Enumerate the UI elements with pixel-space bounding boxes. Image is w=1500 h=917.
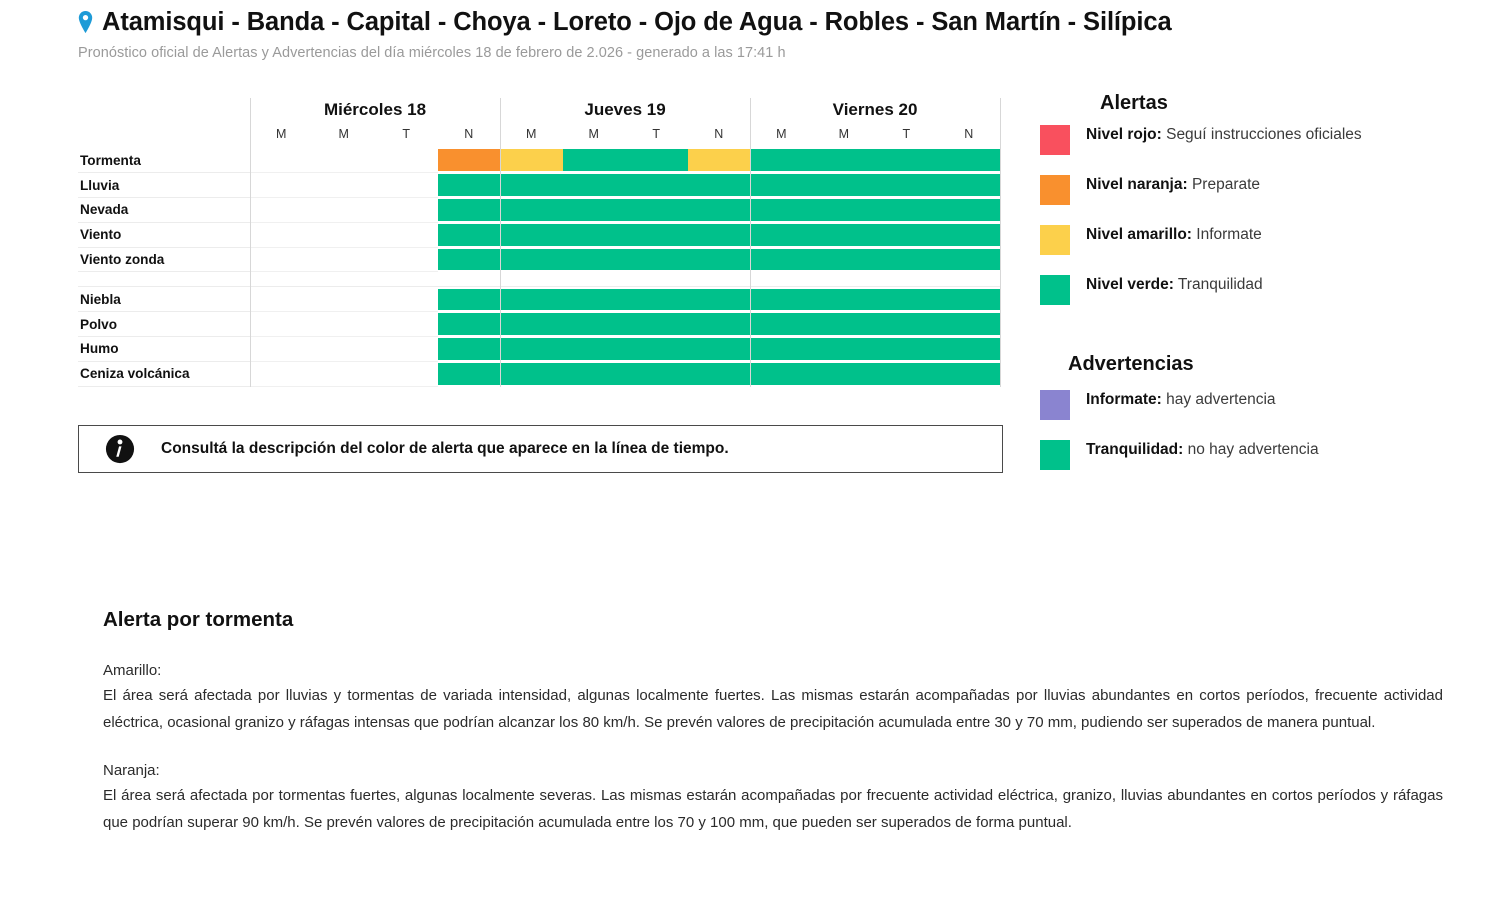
legend-swatch-naranja bbox=[1040, 175, 1070, 205]
row-label: Humo bbox=[78, 337, 250, 362]
alert-level-verde bbox=[813, 149, 876, 171]
alert-level-verde bbox=[688, 199, 751, 221]
alert-level-amarillo bbox=[500, 149, 563, 171]
timeline-cell[interactable] bbox=[938, 222, 1001, 247]
alert-level-verde bbox=[750, 363, 813, 385]
alert-level-verde bbox=[563, 338, 626, 360]
alert-level-verde bbox=[438, 338, 501, 360]
legend-panel bbox=[1040, 92, 1440, 490]
alert-level-verde bbox=[625, 149, 688, 171]
slot-header-2-4: N bbox=[714, 126, 724, 141]
timeline-cell[interactable] bbox=[625, 247, 688, 272]
alert-level-verde bbox=[688, 289, 751, 311]
timeline-cell[interactable] bbox=[438, 198, 501, 223]
legend-label-bold: Tranquilidad: bbox=[1086, 441, 1184, 458]
legend-advertencias-list bbox=[1040, 390, 1440, 470]
alert-level-verde bbox=[500, 249, 563, 271]
alert-level-verde bbox=[813, 249, 876, 271]
timeline-cell[interactable] bbox=[688, 198, 751, 223]
alert-level-verde bbox=[875, 199, 938, 221]
timeline-cell[interactable] bbox=[813, 198, 876, 223]
slot-header-3-3: T bbox=[902, 126, 911, 141]
timeline-cell[interactable] bbox=[438, 361, 501, 386]
timeline-body bbox=[78, 148, 1000, 386]
description-blocks bbox=[103, 662, 1443, 836]
timeline-cell[interactable] bbox=[375, 198, 438, 223]
alert-level-verde bbox=[438, 174, 501, 196]
description-title: Alerta por tormenta bbox=[103, 608, 294, 631]
alert-level-verde bbox=[500, 199, 563, 221]
slot-header-3-2: M bbox=[838, 126, 849, 141]
alert-level-verde bbox=[750, 149, 813, 171]
timeline-cell[interactable] bbox=[563, 148, 626, 173]
timeline-cell[interactable] bbox=[375, 361, 438, 386]
timeline-cell[interactable] bbox=[750, 287, 813, 312]
legend-swatch-violeta bbox=[1040, 390, 1070, 420]
alert-level-verde bbox=[438, 313, 501, 335]
timeline-cell[interactable] bbox=[938, 173, 1001, 198]
legend-label-bold: Nivel rojo: bbox=[1086, 126, 1162, 143]
timeline-cell[interactable] bbox=[875, 222, 938, 247]
description-section bbox=[103, 608, 1443, 861]
alert-level-verde bbox=[625, 249, 688, 271]
timeline-cell[interactable] bbox=[313, 312, 376, 337]
alert-level-verde bbox=[813, 313, 876, 335]
timeline-cell[interactable] bbox=[688, 272, 751, 287]
info-banner-text: Consultá la descripción del color de alerta que aparece en la línea de tiempo. bbox=[161, 440, 729, 457]
timeline-cell[interactable] bbox=[625, 148, 688, 173]
timeline-cell[interactable] bbox=[625, 173, 688, 198]
legend-advertencias-title: Advertencias bbox=[1068, 353, 1194, 375]
timeline-cell[interactable] bbox=[375, 148, 438, 173]
alert-level-verde bbox=[625, 313, 688, 335]
timeline-cell[interactable] bbox=[813, 312, 876, 337]
timeline-row bbox=[78, 287, 1000, 312]
timeline-cell[interactable] bbox=[688, 312, 751, 337]
timeline-row bbox=[78, 222, 1000, 247]
alert-level-verde bbox=[688, 363, 751, 385]
timeline-cell[interactable] bbox=[688, 361, 751, 386]
timeline-row bbox=[78, 198, 1000, 223]
timeline-cell[interactable] bbox=[438, 247, 501, 272]
timeline-cell[interactable] bbox=[500, 247, 563, 272]
timeline-cell[interactable] bbox=[625, 287, 688, 312]
timeline-cell[interactable] bbox=[250, 312, 313, 337]
alert-level-verde bbox=[500, 289, 563, 311]
legend-label-bold: Nivel amarillo: bbox=[1086, 226, 1192, 243]
timeline-spacer-row bbox=[78, 272, 1000, 287]
alert-level-verde bbox=[438, 289, 501, 311]
description-body: El área será afectada por tormentas fuertes, algunas localmente severas. Las mismas estarán acompañadas por frecuente actividad eléctrica, granizo, lluvias abundantes en cortos períodos y ráfagas que podrían superar 90 km/h. Se prevén valores de precipitación acumulada entre los 70 y 100 mm, que pueden ser superados de forma puntual. bbox=[103, 786, 1443, 831]
day-header-3: Viernes 20 bbox=[832, 100, 918, 119]
day-divider-2 bbox=[750, 98, 751, 387]
timeline-corner bbox=[78, 98, 250, 126]
timeline-cell[interactable] bbox=[625, 272, 688, 287]
timeline-cell[interactable] bbox=[563, 173, 626, 198]
alert-level-verde bbox=[938, 149, 1001, 171]
info-banner bbox=[78, 425, 1003, 473]
alert-level-verde bbox=[813, 174, 876, 196]
legend-swatch-verde bbox=[1040, 440, 1070, 470]
legend-item bbox=[1040, 390, 1440, 420]
timeline-day-header-row bbox=[78, 98, 1000, 126]
timeline-cell[interactable] bbox=[813, 247, 876, 272]
timeline-cell[interactable] bbox=[313, 361, 376, 386]
timeline-cell[interactable] bbox=[500, 337, 563, 362]
timeline-row bbox=[78, 312, 1000, 337]
timeline-cell[interactable] bbox=[688, 173, 751, 198]
timeline-cell[interactable] bbox=[563, 198, 626, 223]
alert-level-verde bbox=[875, 338, 938, 360]
timeline-cell[interactable] bbox=[313, 148, 376, 173]
alert-level-verde bbox=[813, 363, 876, 385]
alert-level-verde bbox=[438, 199, 501, 221]
row-label: Ceniza volcánica bbox=[78, 361, 250, 386]
timeline-cell[interactable] bbox=[250, 337, 313, 362]
alert-level-verde bbox=[875, 249, 938, 271]
row-label: Viento bbox=[78, 222, 250, 247]
alert-level-verde bbox=[938, 313, 1001, 335]
timeline-cell[interactable] bbox=[938, 361, 1001, 386]
timeline-cell[interactable] bbox=[938, 198, 1001, 223]
row-label: Niebla bbox=[78, 287, 250, 312]
slot-header-1-3: T bbox=[402, 126, 411, 141]
alert-level-verde bbox=[938, 174, 1001, 196]
timeline-cell[interactable] bbox=[875, 312, 938, 337]
timeline-row bbox=[78, 173, 1000, 198]
alert-level-verde bbox=[750, 313, 813, 335]
timeline-cell[interactable] bbox=[938, 287, 1001, 312]
alert-level-verde bbox=[688, 174, 751, 196]
timeline-cell[interactable] bbox=[500, 173, 563, 198]
page-header bbox=[78, 8, 1418, 61]
legend-swatch-verde bbox=[1040, 275, 1070, 305]
location-pin-icon bbox=[78, 11, 93, 33]
timeline-cell[interactable] bbox=[313, 272, 376, 287]
timeline-cell[interactable] bbox=[500, 148, 563, 173]
slot-header-3-4: N bbox=[964, 126, 974, 141]
alert-level-verde bbox=[688, 224, 751, 246]
alert-level-verde bbox=[563, 363, 626, 385]
legend-item bbox=[1040, 275, 1440, 305]
legend-label bbox=[1086, 225, 1262, 245]
timeline-cell[interactable] bbox=[688, 287, 751, 312]
alert-level-verde bbox=[563, 149, 626, 171]
timeline-cell[interactable] bbox=[813, 287, 876, 312]
row-label: Lluvia bbox=[78, 173, 250, 198]
alert-level-verde bbox=[438, 224, 501, 246]
timeline-cell[interactable] bbox=[250, 222, 313, 247]
legend-item bbox=[1040, 440, 1440, 470]
timeline-row bbox=[78, 148, 1000, 173]
timeline-cell[interactable] bbox=[375, 173, 438, 198]
timeline-row bbox=[78, 247, 1000, 272]
legend-item bbox=[1040, 225, 1440, 255]
alert-level-verde bbox=[500, 363, 563, 385]
slot-header-1-2: M bbox=[338, 126, 349, 141]
legend-label bbox=[1086, 440, 1319, 460]
timeline-cell[interactable] bbox=[250, 272, 313, 287]
legend-item bbox=[1040, 125, 1440, 155]
legend-label bbox=[1086, 275, 1263, 295]
timeline-cell[interactable] bbox=[250, 173, 313, 198]
alert-level-verde bbox=[938, 289, 1001, 311]
timeline-corner-2 bbox=[78, 126, 250, 148]
legend-spacer bbox=[1040, 325, 1440, 353]
legend-swatch-amarillo bbox=[1040, 225, 1070, 255]
description-level: Naranja: bbox=[103, 761, 160, 779]
timeline-cell[interactable] bbox=[938, 148, 1001, 173]
timeline-cell[interactable] bbox=[938, 272, 1001, 287]
legend-label-rest: Tranquilidad bbox=[1173, 276, 1263, 293]
alert-level-verde bbox=[750, 338, 813, 360]
timeline-cell[interactable] bbox=[688, 148, 751, 173]
timeline-cell[interactable] bbox=[563, 287, 626, 312]
alert-level-verde bbox=[563, 199, 626, 221]
alert-level-verde bbox=[563, 174, 626, 196]
slot-header-3-1: M bbox=[776, 126, 787, 141]
timeline-cell[interactable] bbox=[313, 337, 376, 362]
legend-label-rest: Informate bbox=[1191, 226, 1262, 243]
timeline-cell[interactable] bbox=[750, 173, 813, 198]
timeline-cell[interactable] bbox=[375, 272, 438, 287]
alert-level-verde bbox=[750, 174, 813, 196]
alert-level-verde bbox=[625, 174, 688, 196]
timeline-cell[interactable] bbox=[625, 312, 688, 337]
alert-level-verde bbox=[625, 338, 688, 360]
timeline-cell[interactable] bbox=[250, 361, 313, 386]
timeline-cell[interactable] bbox=[875, 148, 938, 173]
alert-level-verde bbox=[750, 224, 813, 246]
timeline-cell[interactable] bbox=[500, 272, 563, 287]
timeline-cell[interactable] bbox=[500, 312, 563, 337]
legend-item bbox=[1040, 175, 1440, 205]
timeline-cell[interactable] bbox=[813, 173, 876, 198]
alert-level-amarillo bbox=[688, 149, 751, 171]
alert-level-verde bbox=[938, 224, 1001, 246]
alert-level-verde bbox=[813, 289, 876, 311]
timeline-cell[interactable] bbox=[375, 222, 438, 247]
timeline-cell[interactable] bbox=[438, 287, 501, 312]
alert-level-verde bbox=[500, 224, 563, 246]
timeline-cell[interactable] bbox=[688, 222, 751, 247]
legend-label bbox=[1086, 125, 1362, 145]
timeline-table bbox=[78, 98, 1000, 387]
legend-label-bold: Informate: bbox=[1086, 391, 1162, 408]
legend-alertas-list bbox=[1040, 125, 1440, 305]
alert-level-verde bbox=[688, 338, 751, 360]
alert-level-verde bbox=[875, 224, 938, 246]
timeline-cell[interactable] bbox=[313, 198, 376, 223]
timeline-cell[interactable] bbox=[938, 247, 1001, 272]
alert-level-verde bbox=[938, 363, 1001, 385]
legend-label-rest: hay advertencia bbox=[1161, 391, 1276, 408]
legend-label-rest: Preparate bbox=[1187, 176, 1261, 193]
timeline-cell[interactable] bbox=[375, 247, 438, 272]
timeline-cell[interactable] bbox=[313, 287, 376, 312]
alert-level-verde bbox=[875, 363, 938, 385]
timeline-cell[interactable] bbox=[250, 148, 313, 173]
alert-level-verde bbox=[938, 338, 1001, 360]
alert-level-verde bbox=[563, 224, 626, 246]
timeline-cell[interactable] bbox=[438, 312, 501, 337]
row-label: Tormenta bbox=[78, 148, 250, 173]
timeline-cell[interactable] bbox=[938, 312, 1001, 337]
timeline-cell[interactable] bbox=[250, 198, 313, 223]
row-label: Polvo bbox=[78, 312, 250, 337]
legend-alertas-title: Alertas bbox=[1100, 92, 1168, 114]
timeline-cell[interactable] bbox=[875, 198, 938, 223]
timeline-cell[interactable] bbox=[438, 337, 501, 362]
legend-label-bold: Nivel naranja: bbox=[1086, 176, 1188, 193]
day-divider-3 bbox=[1000, 98, 1001, 387]
timeline-cell[interactable] bbox=[313, 247, 376, 272]
timeline-cell[interactable] bbox=[875, 287, 938, 312]
alert-level-verde bbox=[813, 224, 876, 246]
timeline-cell[interactable] bbox=[375, 312, 438, 337]
timeline-cell[interactable] bbox=[750, 198, 813, 223]
timeline-header bbox=[78, 98, 1000, 148]
alert-level-verde bbox=[875, 149, 938, 171]
alert-level-verde bbox=[875, 174, 938, 196]
alert-level-naranja bbox=[438, 149, 501, 171]
alert-level-verde bbox=[750, 199, 813, 221]
title-row bbox=[78, 8, 1418, 36]
timeline-cell[interactable] bbox=[563, 312, 626, 337]
slot-header-2-2: M bbox=[588, 126, 599, 141]
timeline-cell[interactable] bbox=[438, 222, 501, 247]
timeline-cell[interactable] bbox=[500, 361, 563, 386]
alert-level-verde bbox=[938, 199, 1001, 221]
timeline-cell[interactable] bbox=[813, 148, 876, 173]
alert-level-verde bbox=[563, 289, 626, 311]
alert-level-verde bbox=[750, 289, 813, 311]
timeline-cell[interactable] bbox=[563, 361, 626, 386]
timeline-cell[interactable] bbox=[625, 222, 688, 247]
page-subtitle: Pronóstico oficial de Alertas y Advertencias del día miércoles 18 de febrero de 2.026 - generado a las 17:41 h bbox=[78, 45, 786, 62]
timeline-cell[interactable] bbox=[688, 337, 751, 362]
legend-label bbox=[1086, 390, 1276, 410]
alert-level-verde bbox=[813, 199, 876, 221]
label-divider bbox=[250, 98, 251, 387]
timeline-cell[interactable] bbox=[375, 287, 438, 312]
timeline-cell[interactable] bbox=[313, 173, 376, 198]
alert-level-verde bbox=[438, 249, 501, 271]
timeline-cell[interactable] bbox=[250, 287, 313, 312]
timeline-cell[interactable] bbox=[750, 337, 813, 362]
page-title: Atamisqui - Banda - Capital - Choya - Loreto - Ojo de Agua - Robles - San Martín - Silípica bbox=[102, 8, 1172, 36]
timeline-cell[interactable] bbox=[563, 337, 626, 362]
timeline-cell[interactable] bbox=[813, 361, 876, 386]
timeline-cell[interactable] bbox=[563, 272, 626, 287]
alert-level-verde bbox=[625, 363, 688, 385]
timeline-cell[interactable] bbox=[750, 247, 813, 272]
slot-header-1-4: N bbox=[464, 126, 474, 141]
legend-label bbox=[1086, 175, 1260, 195]
timeline-cell[interactable] bbox=[813, 337, 876, 362]
description-level: Amarillo: bbox=[103, 662, 162, 679]
timeline-cell[interactable] bbox=[625, 337, 688, 362]
alert-timeline bbox=[78, 98, 1000, 387]
timeline-spacer-label bbox=[78, 272, 250, 287]
timeline-cell[interactable] bbox=[250, 247, 313, 272]
alert-level-verde bbox=[875, 313, 938, 335]
alert-level-verde bbox=[938, 249, 1001, 271]
row-label: Viento zonda bbox=[78, 247, 250, 272]
timeline-cell[interactable] bbox=[875, 173, 938, 198]
alert-level-verde bbox=[500, 174, 563, 196]
timeline-cell[interactable] bbox=[500, 222, 563, 247]
legend-label-bold: Nivel verde: bbox=[1086, 276, 1174, 293]
alert-level-verde bbox=[688, 313, 751, 335]
alert-level-verde bbox=[625, 289, 688, 311]
timeline-cell[interactable] bbox=[750, 361, 813, 386]
description-body: El área será afectada por lluvias y tormentas de variada intensidad, algunas localmente fuertes. Las mismas estarán acompañadas por lluvias abundantes en cortos períodos, frecuente actividad eléctrica, ocasional granizo y ráfagas intensas que podrían alcanzar los 80 km/h. Se prevén valores de precipitación acumulada entre 30 y 70 mm, pudiendo ser superados de manera puntual. bbox=[103, 687, 1443, 732]
day-header-2: Jueves 19 bbox=[584, 100, 666, 119]
timeline-cell[interactable] bbox=[813, 272, 876, 287]
timeline-cell[interactable] bbox=[750, 312, 813, 337]
timeline-cell[interactable] bbox=[875, 337, 938, 362]
timeline-cell[interactable] bbox=[688, 247, 751, 272]
day-header-1: Miércoles 18 bbox=[323, 100, 427, 119]
timeline-cell[interactable] bbox=[500, 198, 563, 223]
timeline-cell[interactable] bbox=[313, 222, 376, 247]
alert-level-verde bbox=[625, 224, 688, 246]
legend-swatch-rojo bbox=[1040, 125, 1070, 155]
slot-header-1-1: M bbox=[276, 126, 287, 141]
timeline-row bbox=[78, 337, 1000, 362]
timeline-cell[interactable] bbox=[500, 287, 563, 312]
timeline-cell[interactable] bbox=[750, 148, 813, 173]
alert-level-verde bbox=[563, 249, 626, 271]
timeline-slot-header-row bbox=[78, 126, 1000, 148]
day-divider-1 bbox=[500, 98, 501, 387]
timeline-cell[interactable] bbox=[875, 361, 938, 386]
timeline-cell[interactable] bbox=[875, 272, 938, 287]
row-label: Nevada bbox=[78, 198, 250, 223]
alert-level-verde bbox=[688, 249, 751, 271]
slot-header-2-1: M bbox=[526, 126, 537, 141]
legend-label-rest: Seguí instrucciones oficiales bbox=[1161, 126, 1362, 143]
alert-level-verde bbox=[500, 313, 563, 335]
alert-level-verde bbox=[625, 199, 688, 221]
timeline-cell[interactable] bbox=[563, 247, 626, 272]
slot-header-2-3: T bbox=[652, 126, 661, 141]
timeline-cell[interactable] bbox=[375, 337, 438, 362]
timeline-cell[interactable] bbox=[625, 361, 688, 386]
info-circle-icon bbox=[105, 434, 135, 464]
timeline-cell[interactable] bbox=[625, 198, 688, 223]
alert-level-verde bbox=[500, 338, 563, 360]
timeline-cell[interactable] bbox=[875, 247, 938, 272]
timeline-cell[interactable] bbox=[438, 173, 501, 198]
alert-level-verde bbox=[750, 249, 813, 271]
alert-level-verde bbox=[875, 289, 938, 311]
alert-level-verde bbox=[438, 363, 501, 385]
timeline-cell[interactable] bbox=[750, 272, 813, 287]
timeline-cell[interactable] bbox=[938, 337, 1001, 362]
timeline-cell[interactable] bbox=[438, 272, 501, 287]
legend-label-rest: no hay advertencia bbox=[1183, 441, 1319, 458]
timeline-cell[interactable] bbox=[563, 222, 626, 247]
alert-level-verde bbox=[563, 313, 626, 335]
timeline-cell[interactable] bbox=[438, 148, 501, 173]
alert-level-verde bbox=[813, 338, 876, 360]
timeline-row bbox=[78, 361, 1000, 386]
timeline-cell[interactable] bbox=[750, 222, 813, 247]
timeline-cell[interactable] bbox=[813, 222, 876, 247]
